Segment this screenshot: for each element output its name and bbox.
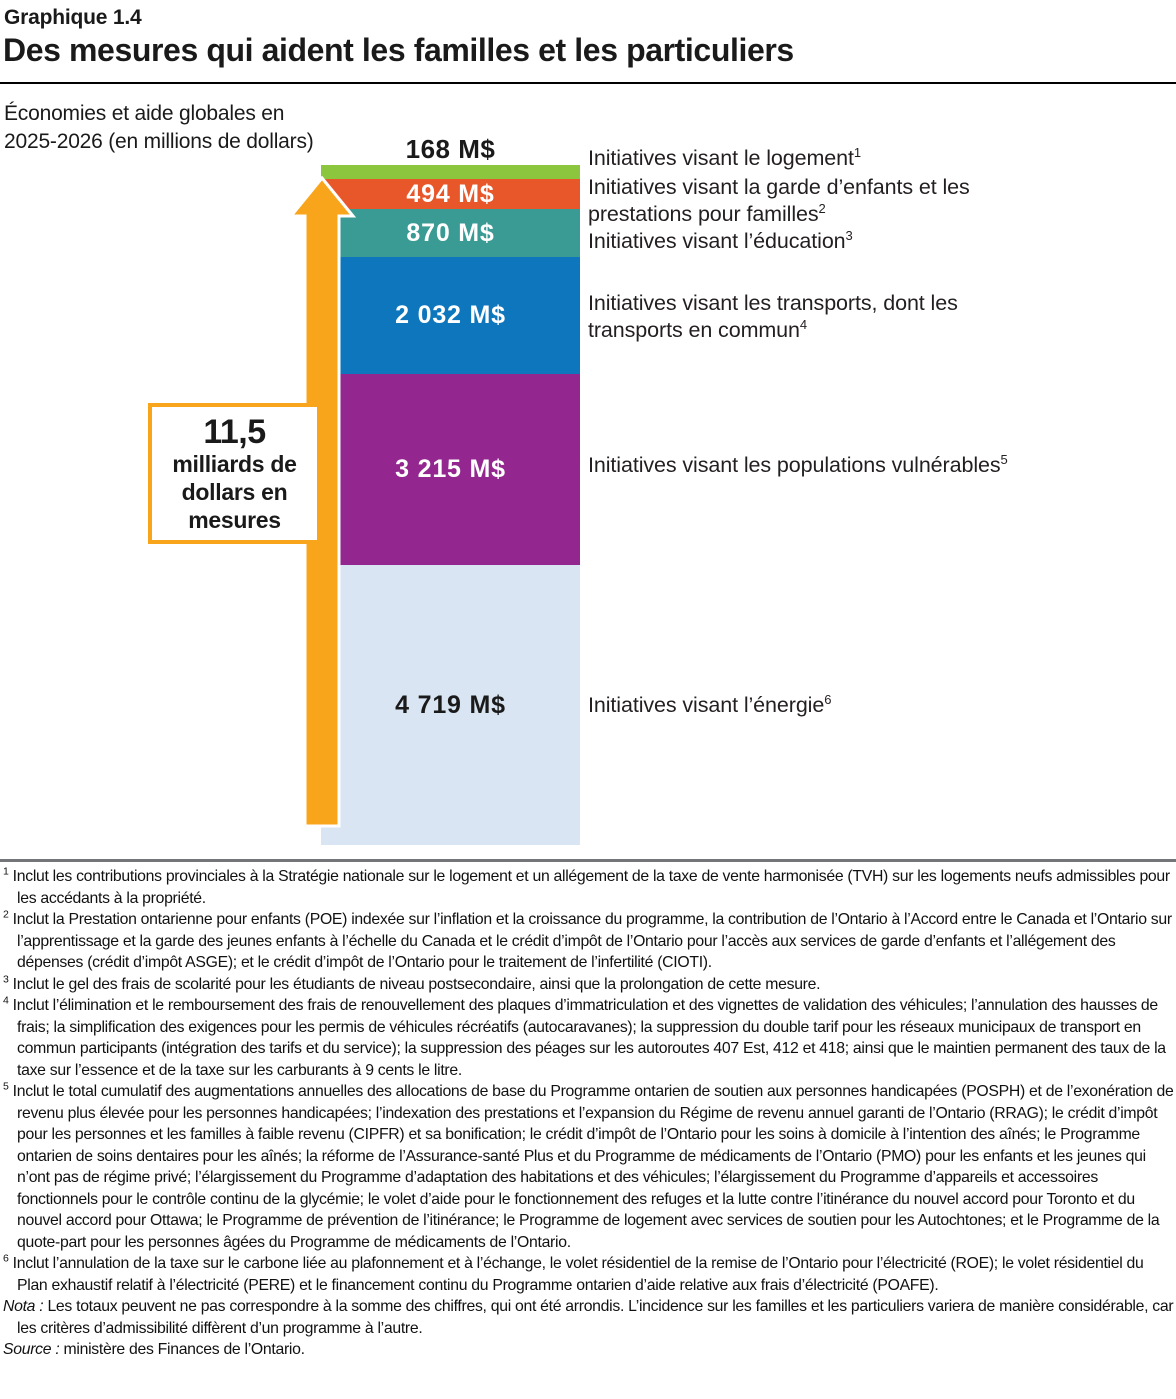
segment-logement [321, 165, 580, 179]
stacked-bar [321, 165, 580, 845]
footnote-6: $^6$ Inclut l’annulation de la taxe sur le carbone liée au plafonnement et à l’échange, le volet résidentiel de la remise de l’Ontario pour l’électricité (ROE); le volet résidentiel du Plan exhaustif relatif à l’électricité (PERE) et le financement continu du Programme ontarien d’aide relative aux frais d’électricité (POAFE). [3, 1252, 1144, 1294]
footnote-ref-3: 3 [845, 227, 853, 243]
segment-transports [321, 257, 580, 374]
segment-populations [321, 374, 580, 565]
footnote-1: $^1$ Inclut les contributions provinciales à la Stratégie nationale sur le logement et un allégement de la taxe de vente harmonisée (TVH) sur les logements neufs admissibles pour les accédants à la propriété. [3, 865, 1170, 907]
title-divider [0, 82, 1176, 84]
footnote-ref-4: 4 [799, 316, 808, 332]
footnote-ref-1: 1 [853, 144, 862, 160]
footnote-2: $^2$ Inclut la Prestation ontarienne pour enfants (POE) indexée sur l’inflation et la croissance du programme, la contribution de l’Ontario à l’Accord entre le Canada et l’Ontario sur l’apprentissage et la garde des jeunes enfants à l’échelle du Canada et le crédit d’impôt de l’Ontario pour l’accès aux services de garde d’enfants et l’allégement des dépenses (crédit d’impôt ASGE); et le crédit d’impôt de l’Ontario pour le traitement de l’infertilité (CIOTI). [3, 908, 1172, 971]
footnote-ref-5: 5 [1000, 451, 1008, 467]
page-title: Des mesures qui aident les familles et les particuliers [3, 32, 794, 68]
chart-subtitle: Économies et aide globales en 2025-2026 (en millions de dollars) [4, 102, 314, 153]
segment-energie [321, 565, 580, 845]
total-text-2: dollars en [181, 478, 288, 505]
footnote-4: $^4$ Inclut l’élimination et le remboursement des frais de renouvellement des plaques d’immatriculation et des vignettes de validation des véhicules; l’annulation des hausses de frais; la simplification des exigences pour les permis de véhicules récréatifs (autocaravanes); la suppression du double tarif pour les réseaux municipaux de transport en commun participants (intégration des tarifs et du service); la suppression des péages sur les autoroutes 407 Est, 412 et 418; ainsi que le maintien permanent des taux de la taxe sur l’essence et de la taxe sur les carburants à 9 cents le litre. [3, 994, 1166, 1079]
footnotes-block [3, 866, 1174, 1361]
footnote-divider [0, 859, 1176, 862]
footnote-5: $^5$ Inclut le total cumulatif des augmentations annuelles des allocations de base du Programme ontarien de soutien aux personnes handicapées (POSPH) et de l’exonération de revenu plus élevée pour les personnes handicapées; l’indexation des prestations et l’expansion du Régime de revenu annuel garanti de l’Ontario (RRAG); le crédit d’impôt pour les personnes et les familles à faible revenu (CIPFR) et sa bonification; le crédit d’impôt de l’Ontario pour les soins à domicile à l’intention des aînés; le Programme ontarien de soins dentaires pour les aînés; la réforme de l’Assurance-santé Plus et du Programme de médicaments de l’Ontario (PMO) pour les enfants et les jeunes qui n’ont pas de régime privé; l’élargissement du Programme d’adaptation des habitations et des véhicules; l’élargissement du Programme d’appareils et accessoires fonctionnels pour le contrôle continu de la glycémie; le volet d’aide pour le fonctionnement des refuges et la lutte contre l’itinérance du nouvel accord pour Toronto et du nouvel accord pour Ottawa; le Programme de prévention de l’itinérance; le Programme de logement avec services de soutien pour les Autochtones; et le Programme de la quote-part pour les personnes âgées du Programme de médicaments de l’Ontario. [3, 1080, 1174, 1251]
footnote-3: $^3$ Inclut le gel des frais de scolarité pour les étudiants de niveau postsecondaire, ainsi que la prolongation de cette mesure. [3, 973, 821, 993]
category-label-logement: Initiatives visant le logement$^1$ [588, 144, 862, 170]
total-text-3: mesures [188, 506, 281, 533]
value-label-transports: 2 032 M$ [395, 301, 506, 329]
value-label-energie: 4 719 M$ [395, 690, 506, 719]
value-label-education: 870 M$ [406, 218, 495, 247]
total-text-1: milliards de [172, 450, 297, 477]
footnote-ref-6: 6 [824, 691, 832, 707]
category-label-education: Initiatives visant l’éducation$^3$ [588, 227, 853, 253]
total-value: 11,5 [203, 412, 266, 451]
figure-number: Graphique 1.4 [4, 6, 142, 29]
source-note: Source : ministère des Finances de l’Ontario. [3, 1341, 305, 1358]
nota-note: Nota : Les totaux peuvent ne pas correspondre à la somme des chiffres, qui ont été arrondis. L’incidence sur les familles et les particuliers variera de manière considérable, car les critères d’admissibilité diffèrent d’un programme à l’autre. [3, 1298, 1174, 1337]
segment-garde [321, 179, 580, 209]
value-label-garde: 494 M$ [406, 179, 495, 208]
value-label-logement: 168 M$ [405, 134, 496, 164]
total-measures-box [148, 403, 321, 544]
footnote-ref-2: 2 [818, 200, 826, 216]
category-label-populations: Initiatives visant les populations vulnérables$^5$ [588, 451, 1008, 477]
category-label-transports: Initiatives visant les transports, dont les transports en commun$^4$ [588, 291, 958, 342]
category-label-garde: Initiatives visant la garde d’enfants et les prestations pour familles$^2$ [588, 175, 970, 226]
value-label-populations: 3 215 M$ [395, 455, 506, 483]
segment-education [321, 209, 580, 257]
category-label-energie: Initiatives visant l’énergie$^6$ [588, 691, 832, 717]
